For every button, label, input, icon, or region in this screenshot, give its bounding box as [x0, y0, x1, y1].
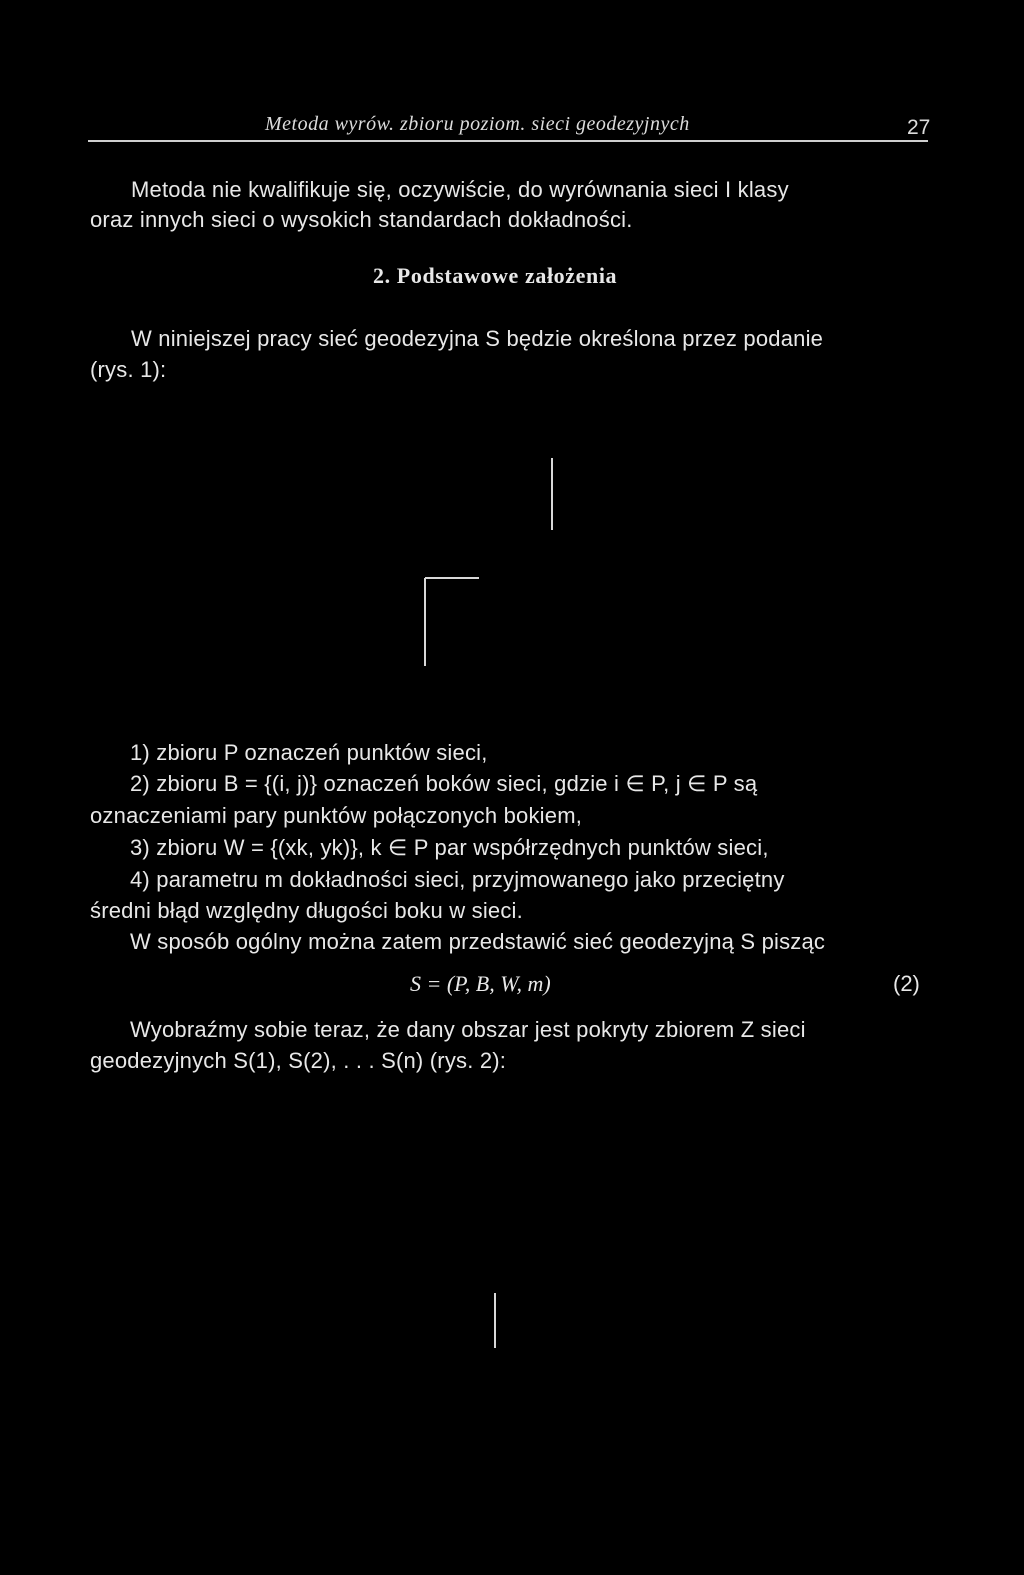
- equation-number: (2): [893, 971, 920, 996]
- list-item-1: 1) zbioru P oznaczeń punktów sieci,: [130, 740, 488, 765]
- list-item-4-line-2: średni błąd względny długości boku w sieci.: [90, 898, 523, 923]
- intro-line-1: Metoda nie kwalifikuje się, oczywiście, do wyrównania sieci I klasy: [131, 177, 789, 202]
- general-line-1: W sposób ogólny można zatem przedstawić sieć geodezyjną S pisząc: [130, 929, 826, 954]
- page-number: 27: [907, 116, 931, 139]
- running-header: Metoda wyrów. zbioru poziom. sieci geodezyjnych: [265, 113, 690, 135]
- figure-line: [425, 577, 479, 579]
- section-heading: 2. Podstawowe założenia: [373, 263, 618, 288]
- section-line-1: W niniejszej pracy sieć geodezyjna S będzie określona przez podanie: [131, 326, 824, 351]
- list-item-3: 3) zbioru W = {(xk, yk)}, k ∈ P par współrzędnych punktów sieci,: [130, 835, 769, 860]
- figure-line: [424, 578, 426, 666]
- equation-formula: S = (P, B, W, m): [410, 971, 551, 996]
- header-rule: [88, 140, 928, 142]
- list-item-2-line-2: oznaczeniami pary punktów połączonych bokiem,: [90, 803, 583, 828]
- list-item-4-line-1: 4) parametru m dokładności sieci, przyjmowanego jako przeciętny: [130, 867, 785, 892]
- intro-line-2: oraz innych sieci o wysokich standardach dokładności.: [90, 207, 633, 232]
- list-item-2-line-1: 2) zbioru B = {(i, j)} oznaczeń boków sieci, gdzie i ∈ P, j ∈ P są: [130, 771, 758, 796]
- closing-line-1: Wyobraźmy sobie teraz, że dany obszar jest pokryty zbiorem Z sieci: [130, 1017, 806, 1042]
- closing-line-2: geodezyjnych S(1), S(2), . . . S(n) (rys. 2):: [90, 1048, 507, 1073]
- section-line-2: (rys. 1):: [90, 357, 167, 382]
- figure-line: [551, 458, 553, 530]
- figure-2-line: [494, 1293, 496, 1348]
